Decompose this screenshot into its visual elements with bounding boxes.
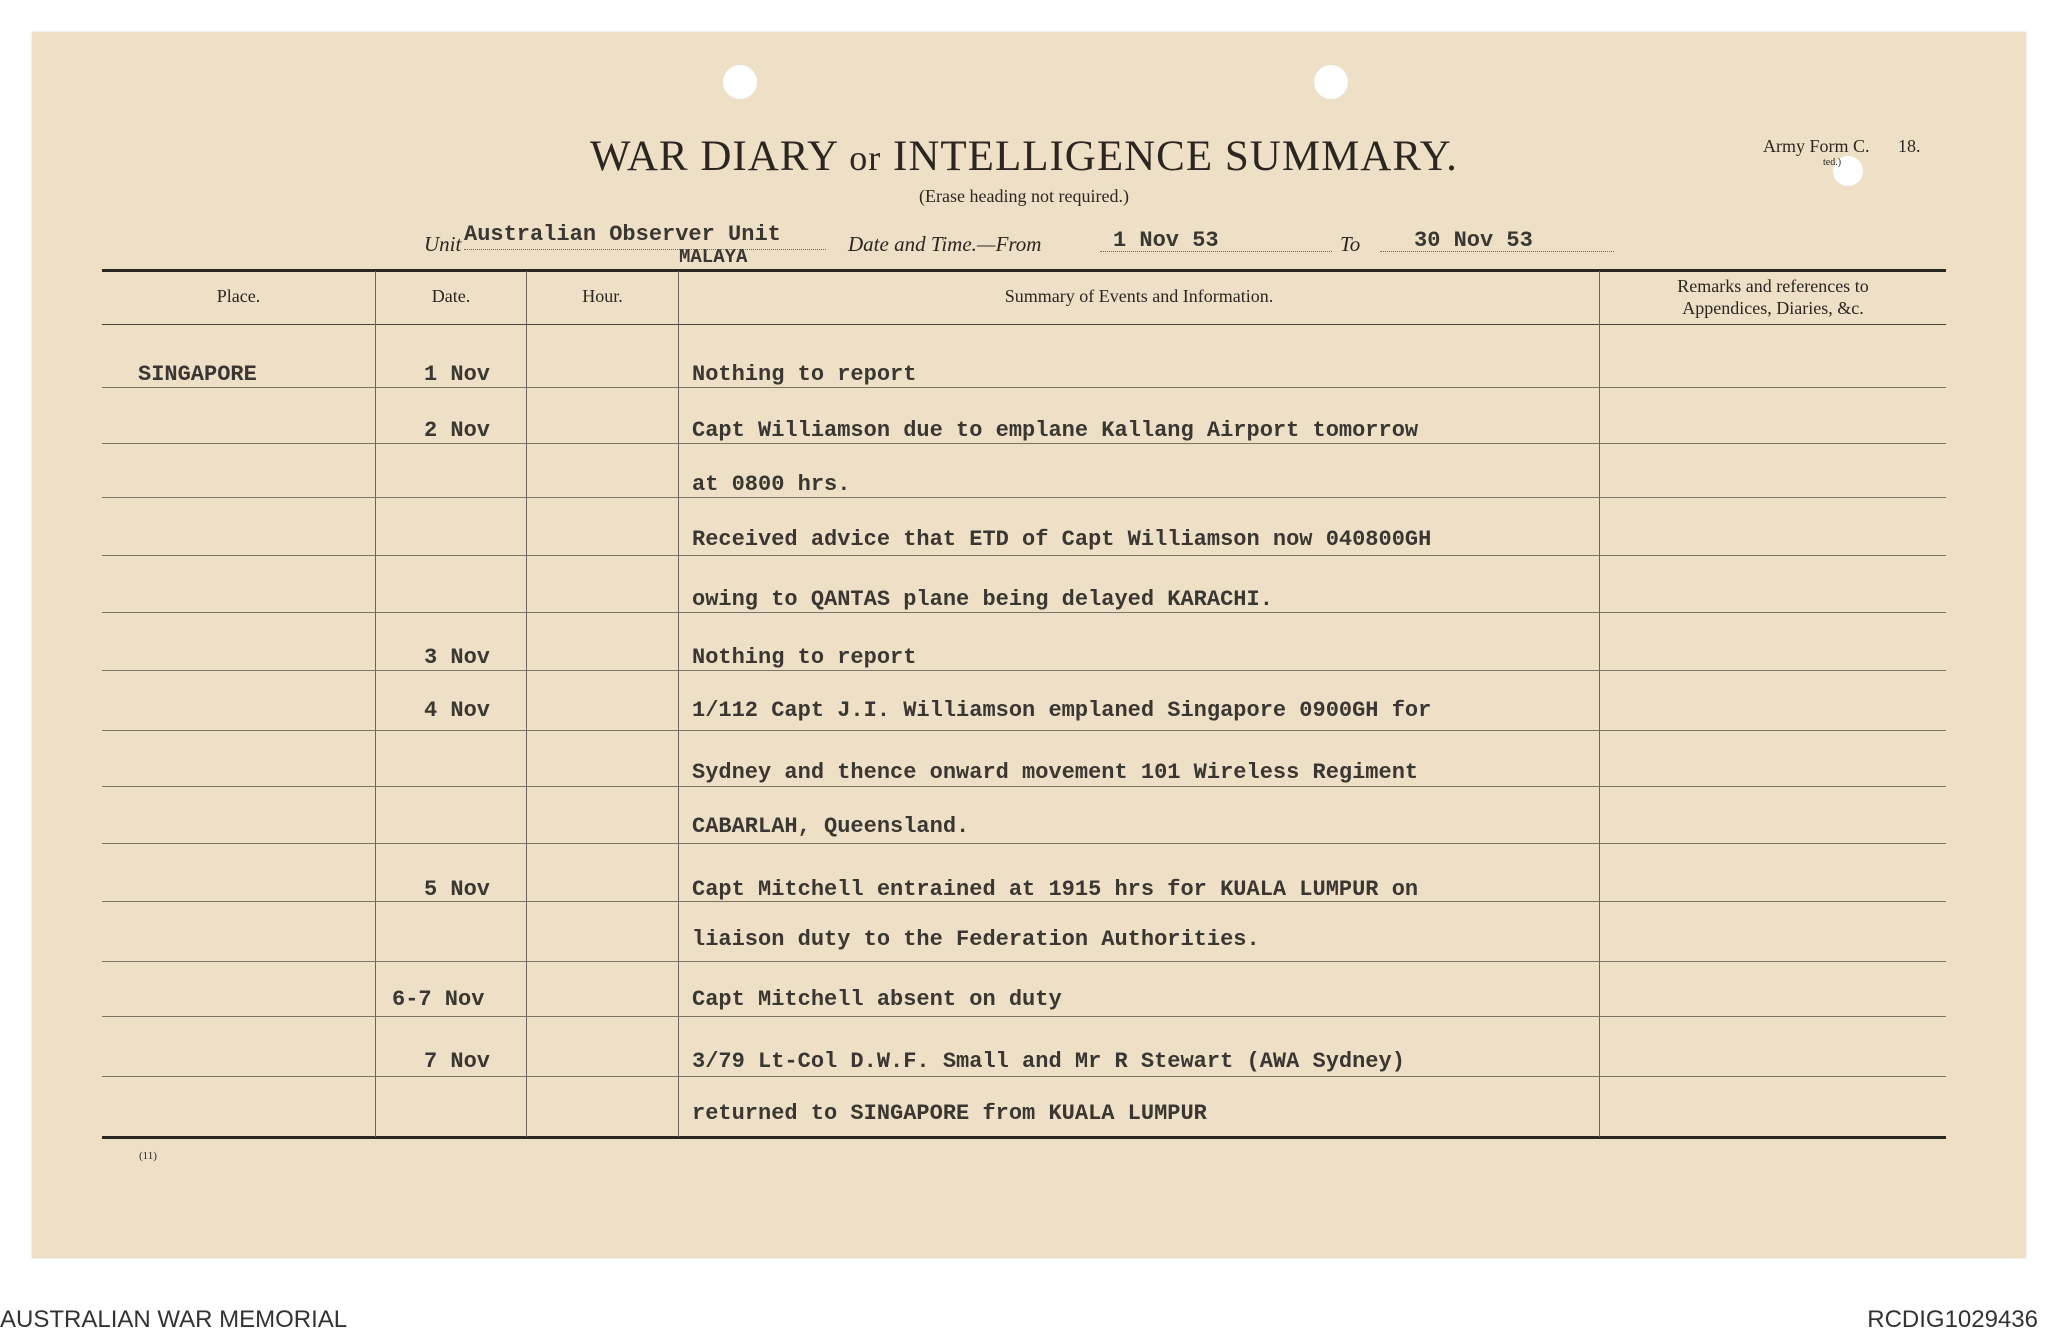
cell-summary: Capt Williamson due to emplane Kallang Airport tomorrow bbox=[692, 418, 1419, 443]
row-line bbox=[102, 670, 1946, 671]
title-part2: INTELLIGENCE SUMMARY. bbox=[893, 133, 1458, 180]
army-form-label bbox=[1763, 136, 1921, 157]
form-subtitle: (Erase heading not required.) bbox=[919, 186, 1129, 206]
cell-summary: returned to SINGAPORE from KUALA LUMPUR bbox=[692, 1101, 1207, 1126]
punch-hole-left bbox=[723, 65, 757, 99]
date-time-label: Date and Time.—From bbox=[848, 232, 1042, 256]
from-value: 1 Nov 53 bbox=[1113, 228, 1219, 253]
row-line bbox=[102, 443, 1946, 444]
column-header-remarks-line2: Appendices, Diaries, &c. bbox=[1682, 298, 1864, 318]
cell-summary: Capt Mitchell absent on duty bbox=[692, 987, 1062, 1012]
archive-caption-left: AUSTRALIAN WAR MEMORIAL bbox=[0, 1306, 348, 1333]
from-dotted-line bbox=[1100, 251, 1332, 252]
title-part1: WAR DIARY bbox=[590, 133, 838, 180]
unit-label: Unit bbox=[424, 232, 462, 256]
cell-date: 6-7 Nov bbox=[392, 987, 485, 1012]
row-line bbox=[102, 1016, 1946, 1017]
column-header-place: Place. bbox=[216, 286, 261, 306]
column-header-summary: Summary of Events and Information. bbox=[1004, 286, 1274, 306]
title-or: or bbox=[849, 138, 882, 178]
column-header-remarks-line1: Remarks and references to bbox=[1677, 276, 1869, 296]
column-divider-date bbox=[526, 271, 527, 1137]
cell-date: 1 Nov bbox=[424, 362, 491, 387]
row-line bbox=[102, 555, 1946, 556]
row-line bbox=[102, 1076, 1946, 1077]
row-line bbox=[102, 612, 1946, 613]
cell-summary: CABARLAH, Queensland. bbox=[692, 814, 970, 839]
cell-summary: owing to QANTAS plane being delayed KARACHI. bbox=[692, 587, 1273, 612]
cell-summary: at 0800 hrs. bbox=[692, 472, 851, 497]
row-line bbox=[102, 786, 1946, 787]
cell-date: 4 Nov bbox=[424, 698, 491, 723]
war-diary-form bbox=[32, 32, 2026, 1258]
column-header-date: Date. bbox=[431, 286, 471, 306]
cell-summary: 3/79 Lt-Col D.W.F. Small and Mr R Stewart (AWA Sydney) bbox=[692, 1049, 1405, 1074]
cell-date: 7 Nov bbox=[424, 1049, 491, 1074]
army-form-text: Army Form C. bbox=[1763, 136, 1870, 156]
cell-date: 5 Nov bbox=[424, 877, 491, 902]
punch-hole-right bbox=[1314, 65, 1348, 99]
to-dotted-line bbox=[1380, 251, 1614, 252]
row-line bbox=[102, 961, 1946, 962]
table-bottom-rule bbox=[102, 1136, 1946, 1139]
row-line bbox=[102, 497, 1946, 498]
cell-summary: Sydney and thence onward movement 101 Wireless Regiment bbox=[692, 760, 1419, 785]
header-separator bbox=[102, 324, 1946, 325]
cell-date: 2 Nov bbox=[424, 418, 491, 443]
cell-summary: Capt Mitchell entrained at 1915 hrs for KUALA LUMPUR on bbox=[692, 877, 1419, 902]
to-label: To bbox=[1340, 232, 1361, 256]
to-value: 30 Nov 53 bbox=[1414, 228, 1533, 253]
cell-summary: liaison duty to the Federation Authorities. bbox=[692, 927, 1260, 952]
row-line bbox=[102, 387, 1946, 388]
form-footnote: (11) bbox=[139, 1150, 157, 1162]
cell-summary: 1/112 Capt J.I. Williamson emplaned Singapore 0900GH for bbox=[692, 698, 1432, 723]
column-divider-place bbox=[375, 271, 376, 1137]
unit-dotted-line bbox=[464, 249, 826, 250]
army-form-subnote: ted.) bbox=[1823, 157, 1842, 168]
unit-value-line1: Australian Observer Unit bbox=[464, 222, 781, 247]
row-line bbox=[102, 730, 1946, 731]
column-divider-summary bbox=[1599, 271, 1600, 1137]
column-header-hour: Hour. bbox=[582, 286, 623, 306]
row-line bbox=[102, 843, 1946, 844]
cell-summary: Nothing to report bbox=[692, 362, 917, 387]
cell-summary: Nothing to report bbox=[692, 645, 917, 670]
unit-value-line2: MALAYA bbox=[679, 246, 748, 268]
archive-caption-right: RCDIG1029436 bbox=[1867, 1306, 2038, 1333]
army-form-number: 18. bbox=[1898, 136, 1921, 156]
column-divider-hour bbox=[678, 271, 679, 1137]
form-title bbox=[0, 132, 2048, 181]
cell-summary: Received advice that ETD of Capt Williamson now 040800GH bbox=[692, 527, 1432, 552]
cell-place: SINGAPORE bbox=[138, 362, 257, 387]
table-top-rule bbox=[102, 269, 1946, 272]
cell-date: 3 Nov bbox=[424, 645, 491, 670]
